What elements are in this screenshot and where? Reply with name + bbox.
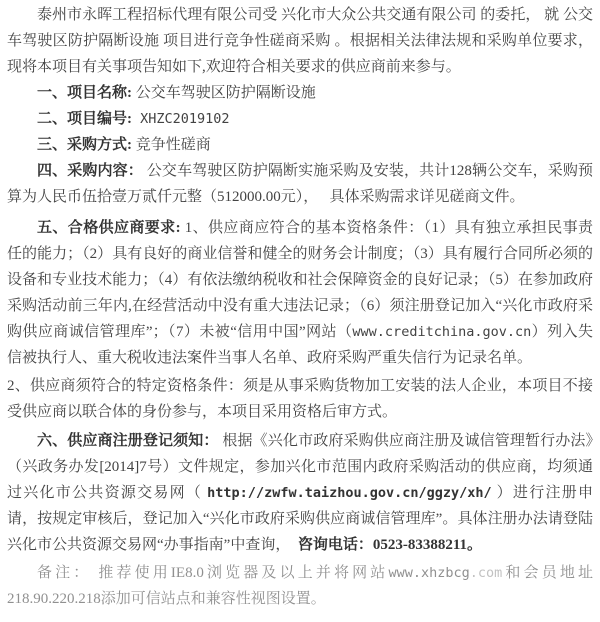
section-registration-notice xyxy=(7,428,593,558)
section-supplier-requirements-text-1: 1、供应商应符合的基本资格条件：（1）具有独立承担民事责任的能力；（2）具有良好的商业信誉和健全的财务会计制度；（3）具有履行合同所必须的设备和专业技术能力；（4）有依法缴纳税收和社会保障资金的良好记录；（5）在参加政府采购活动前三年内,在经营活动中没有重大违法记录；（6）须注册登记加入“兴化市政府采购供应商诚信管理库”；（7）未被“信用中国”网站（ xyxy=(7,220,593,340)
remark-site-url-suffix: .com xyxy=(469,565,503,581)
section-specific-qualification-text: 2、供应商须符合的特定资格条件：须是从事采购货物加工安装的法人企业，本项目不接受供应商以联合体的身份参与，本项目采用资格后审方式。 xyxy=(7,378,593,420)
section-procurement-method-value: 竞争性磋商 xyxy=(132,137,211,153)
section-procurement-content-label: 四、采购内容： xyxy=(37,163,143,179)
section-procurement-method-label: 三、采购方式: xyxy=(37,137,132,153)
section-project-number-label: 二、项目编号: xyxy=(37,111,132,127)
remark-text-2: 和会员地址218.90.220.218添加可信站点和兼容性视图设置。 xyxy=(7,565,593,607)
intro-paragraph xyxy=(7,2,593,80)
section-procurement-content xyxy=(7,158,593,210)
section-registration-notice-text-1: 根据《兴化市政府采购供应商注册及诚信管理暂行办法》（兴政务办发[2014]7号）文件规定，参加兴化市范围内政府采购活动的供应商，均须通过兴化市公共资源交易网（ xyxy=(7,433,593,501)
remark-paragraph xyxy=(7,560,593,612)
remark-site-url: www.xhzbcg xyxy=(388,565,470,581)
consultation-phone: 咨询电话：0523-83388211。 xyxy=(297,537,482,553)
registration-site-url: http://zwfw.taizhou.gov.cn/ggzy/xh/ xyxy=(207,485,492,501)
section-project-name-value: 公交车驾驶区防护隔断设施 xyxy=(132,85,316,101)
creditchina-url: www.creditchina.gov.cn xyxy=(352,324,532,340)
section-supplier-requirements-label: 五、合格供应商要求: xyxy=(37,220,181,236)
section-supplier-requirements-text-2: ）列入失信被执行人、重大税收违法案件当事人名单、政府采购严重失信行为记录名单。 xyxy=(7,324,593,366)
intro-text: 泰州市永晖工程招标代理有限公司受 兴化市大众公共交通有限公司 的委托， 就 公交车驾驶区防护隔断设施 项目进行竞争性磋商采购 。根据相关法律法规和采购单位要求，现将本项目有关事项告知如下,欢迎符合相关要求的供应商前来参与。 xyxy=(7,7,593,75)
section-procurement-method xyxy=(7,132,593,158)
section-procurement-content-text: 公交车驾驶区防护隔断实施采购及安装，共计128辆公交车，采购预算为人民币伍拾壹万贰仟元整（512000.00元）， 具体采购需求详见磋商文件。 xyxy=(7,163,593,205)
remark-text-1: 备注： 推荐使用IE8.0浏览器及以上并将网站 xyxy=(37,565,389,581)
section-registration-notice-label: 六、供应商注册登记须知： xyxy=(37,433,219,449)
section-project-name-label: 一、项目名称: xyxy=(37,85,132,101)
section-registration-notice-text-2: ）进行注册申请，按规定审核后，登记加入“兴化市政府采购供应商诚信管理库”。具体注册办法请登陆兴化市公共资源交易网“办事指南”中查询， xyxy=(7,485,593,553)
section-project-number xyxy=(7,106,593,132)
section-specific-qualification xyxy=(7,373,593,425)
section-supplier-requirements xyxy=(7,215,593,371)
section-project-name xyxy=(7,80,593,106)
section-project-number-value: XHZC2019102 xyxy=(132,111,230,127)
